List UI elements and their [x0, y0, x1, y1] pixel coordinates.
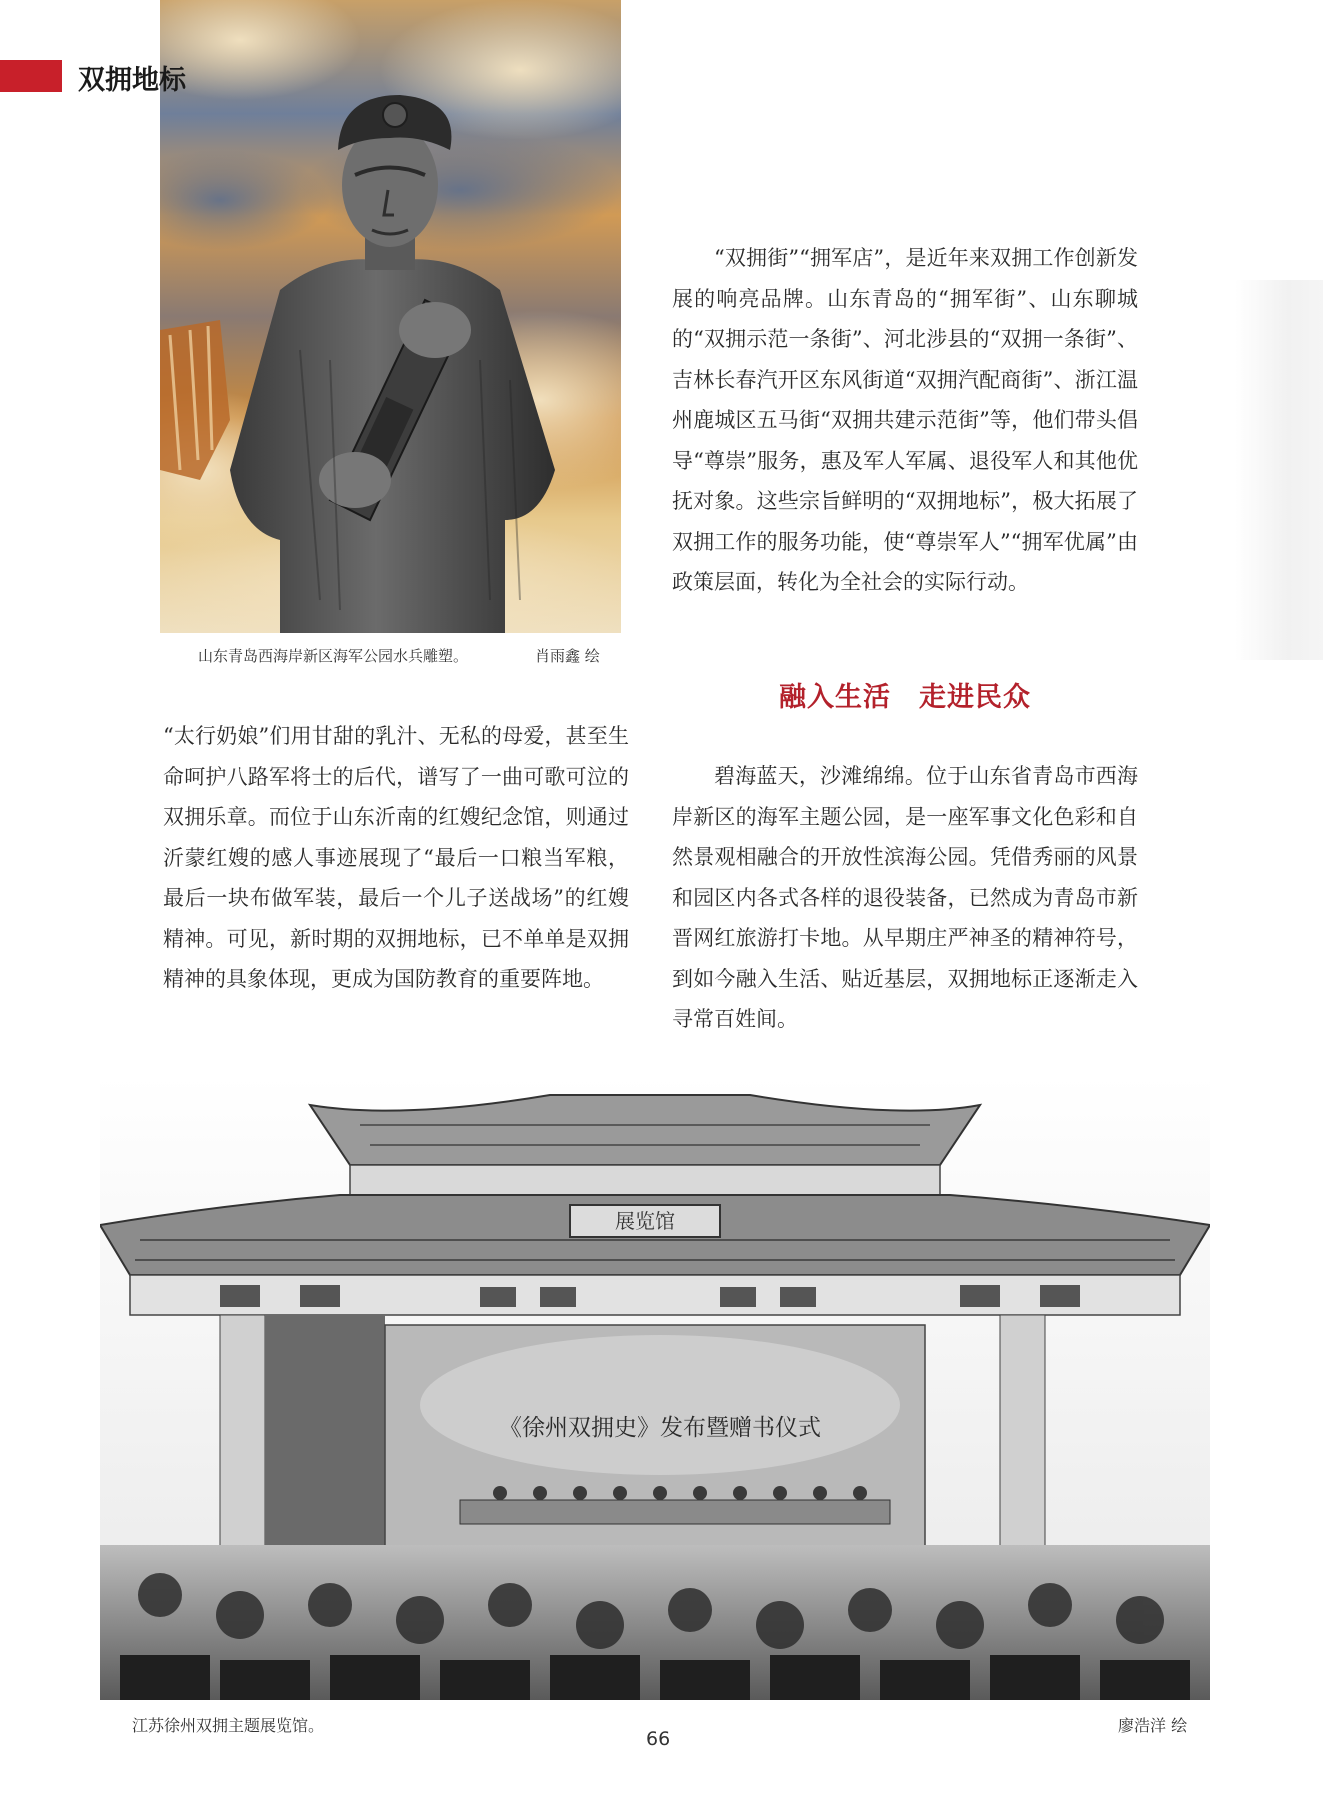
bottom-figure-caption: 江苏徐州双拥主题展览馆。	[132, 1716, 325, 1735]
exhibition-hall-illustration	[100, 1075, 1210, 1700]
left-column	[163, 716, 629, 1000]
top-figure-credit: 肖雨鑫 绘	[535, 647, 600, 665]
hall-plaque-text: 展览馆	[615, 1209, 675, 1233]
subheading: 融入生活 走进民众	[779, 682, 1031, 713]
right-column-bottom	[672, 756, 1138, 1040]
exhibition-hall-drawing	[100, 1075, 1210, 1700]
page-number: 66	[646, 1728, 671, 1750]
paragraph: 碧海蓝天，沙滩绵绵。位于山东省青岛市西海岸新区的海军主题公园，是一座军事文化色彩和自然景观相融合的开放性滨海公园。凭借秀丽的风景和园区内各式各样的退役装备，已然成为青岛市新晋网红旅游打卡地。从早期庄严神圣的精神符号，到如今融入生活、贴近基层，双拥地标正逐渐走入寻常百姓间。	[672, 764, 1138, 1031]
paragraph: “双拥街”“拥军店”，是近年来双拥工作创新发展的响亮品牌。山东青岛的“拥军街”、山东聊城的“双拥示范一条街”、河北涉县的“双拥一条街”、吉林长春汽开区东风街道“双拥汽配商街”、浙江温州鹿城区五马街“双拥共建示范街”等，他们带头倡导“尊崇”服务，惠及军人军属、退役军人和其他优抚对象。这些宗旨鲜明的“双拥地标”，极大拓展了双拥工作的服务功能，使“尊崇军人”“拥军优属”由政策层面，转化为全社会的实际行动。	[672, 246, 1138, 594]
page-edge-decoration	[1235, 280, 1323, 660]
section-title: 双拥地标	[78, 65, 186, 96]
right-column-top	[672, 238, 1138, 603]
top-figure-caption: 山东青岛西海岸新区海军公园水兵雕塑。	[198, 647, 469, 665]
sailor-sculpture-drawing	[160, 0, 621, 633]
section-accent-bar	[0, 60, 62, 92]
stage-banner-text: 《徐州双拥史》发布暨赠书仪式	[499, 1415, 821, 1441]
bottom-figure-credit: 廖浩洋 绘	[1118, 1716, 1188, 1735]
paragraph: “太行奶娘”们用甘甜的乳汁、无私的母爱，甚至生命呵护八路军将士的后代，谱写了一曲可歌可泣的双拥乐章。而位于山东沂南的红嫂纪念馆，则通过沂蒙红嫂的感人事迹展现了“最后一口粮当军粮，最后一块布做军装，最后一个儿子送战场”的红嫂精神。可见，新时期的双拥地标，已不单单是双拥精神的具象体现，更成为国防教育的重要阵地。	[163, 724, 629, 991]
sailor-sculpture-illustration	[160, 0, 621, 633]
